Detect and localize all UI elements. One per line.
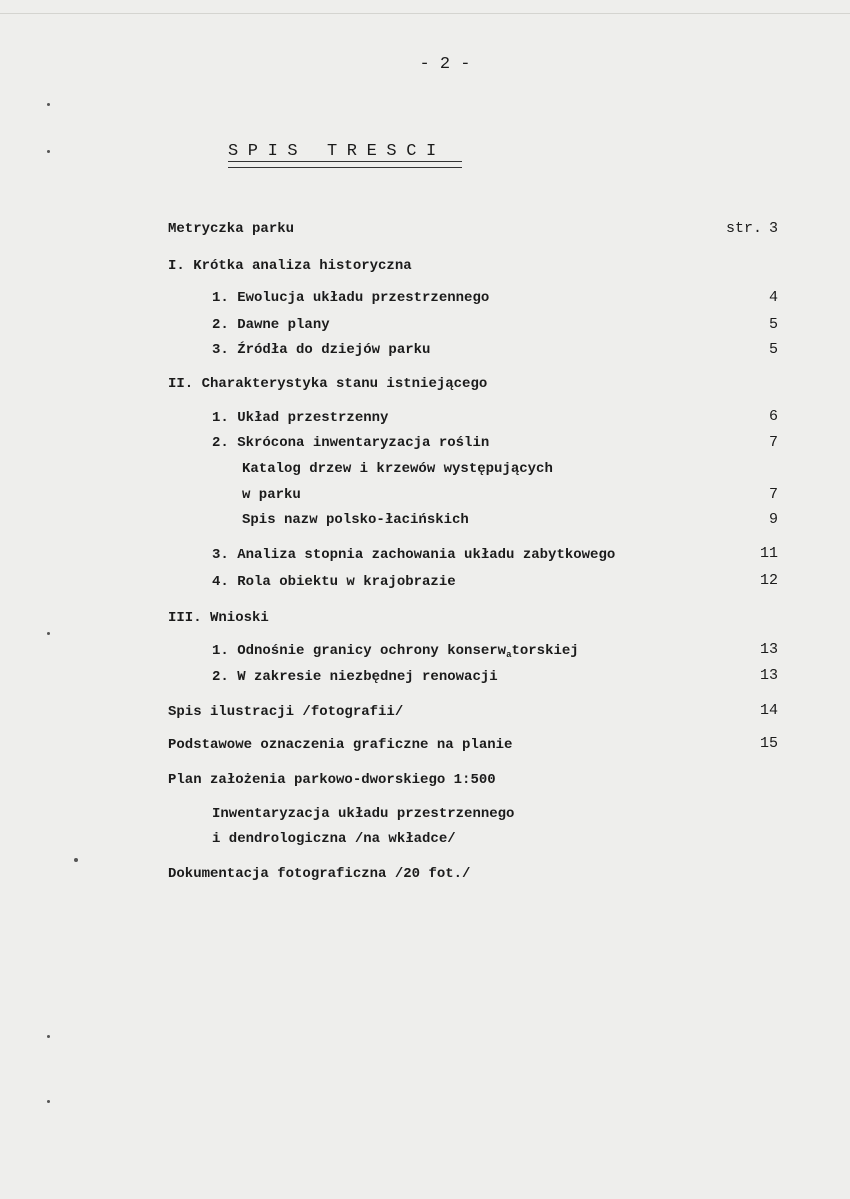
heading-double-underline (228, 161, 462, 168)
toc-page-spis-nazw: 9 (768, 511, 778, 528)
toc-entry-3-2: 2. W zakresie niezbędnej renowacji (212, 669, 498, 685)
scan-mark (47, 1100, 50, 1103)
toc-page-3-2: 13 (759, 667, 778, 684)
toc-page-2-1: 6 (768, 408, 778, 425)
toc-section-2: II. Charakterystyka stanu istniejącego (168, 376, 488, 392)
toc-page-1-2: 5 (768, 316, 778, 333)
toc-entry-metryczka: Metryczka parku (168, 221, 295, 237)
toc-page-metryczka: 3 (768, 220, 778, 237)
toc-page-2-3: 11 (759, 545, 778, 562)
toc-page-oznaczenia: 15 (759, 735, 778, 752)
toc-entry-1-1: 1. Ewolucja układu przestrzennego (212, 290, 490, 306)
toc-entry-w-parku: w parku (242, 487, 301, 503)
toc-entry-dendrologiczna: i dendrologiczna /na wkładce/ (212, 831, 456, 847)
toc-page-2-2: 7 (768, 434, 778, 451)
toc-entry-2-2: 2. Skrócona inwentaryzacja roślin (212, 435, 490, 451)
toc-section-1: I. Krótka analiza historyczna (168, 258, 412, 274)
toc-page-ilustracje: 14 (759, 702, 778, 719)
toc-entry-inwentaryzacja: Inwentaryzacja układu przestrzennego (212, 806, 515, 822)
scan-edge-line (0, 13, 850, 14)
toc-entry-ilustracje: Spis ilustracji /fotografii/ (168, 704, 404, 720)
toc-page-1-3: 5 (768, 341, 778, 358)
toc-entry-3-1: 1. Odnośnie granicy ochrony konserw$_a$torskiej (212, 643, 579, 660)
toc-entry-2-1: 1. Układ przestrzenny (212, 410, 389, 426)
toc-entry-2-3: 3. Analiza stopnia zachowania układu zabytkowego (212, 547, 616, 563)
page-number: - 2 - (419, 55, 471, 74)
toc-heading: SPIS TRESCI (228, 142, 446, 161)
toc-page-2-4: 12 (759, 572, 778, 589)
toc-entry-spis-nazw: Spis nazw polsko-łacińskich (242, 512, 469, 528)
scan-mark (47, 103, 50, 106)
toc-entry-dokumentacja: Dokumentacja fotograficzna /20 fot./ (168, 866, 471, 882)
toc-entry-1-3: 3. Źródła do dziejów parku (212, 342, 431, 358)
scan-mark (74, 858, 78, 862)
toc-page-1-1: 4 (768, 289, 778, 306)
toc-entry-2-4: 4. Rola obiektu w krajobrazie (212, 574, 456, 590)
scan-mark (47, 1035, 50, 1038)
scan-mark (47, 150, 50, 153)
toc-entry-oznaczenia: Podstawowe oznaczenia graficzne na planie (168, 737, 513, 753)
toc-entry-1-2: 2. Dawne plany (212, 317, 330, 333)
str-label: str. (725, 220, 762, 237)
toc-section-3: III. Wnioski (168, 610, 269, 626)
toc-page-3-1: 13 (759, 641, 778, 658)
toc-entry-katalog: Katalog drzew i krzewów występujących (242, 461, 553, 477)
toc-page-w-parku: 7 (768, 486, 778, 503)
toc-entry-plan: Plan założenia parkowo-dworskiego 1:500 (168, 772, 496, 788)
scan-mark (47, 632, 50, 635)
